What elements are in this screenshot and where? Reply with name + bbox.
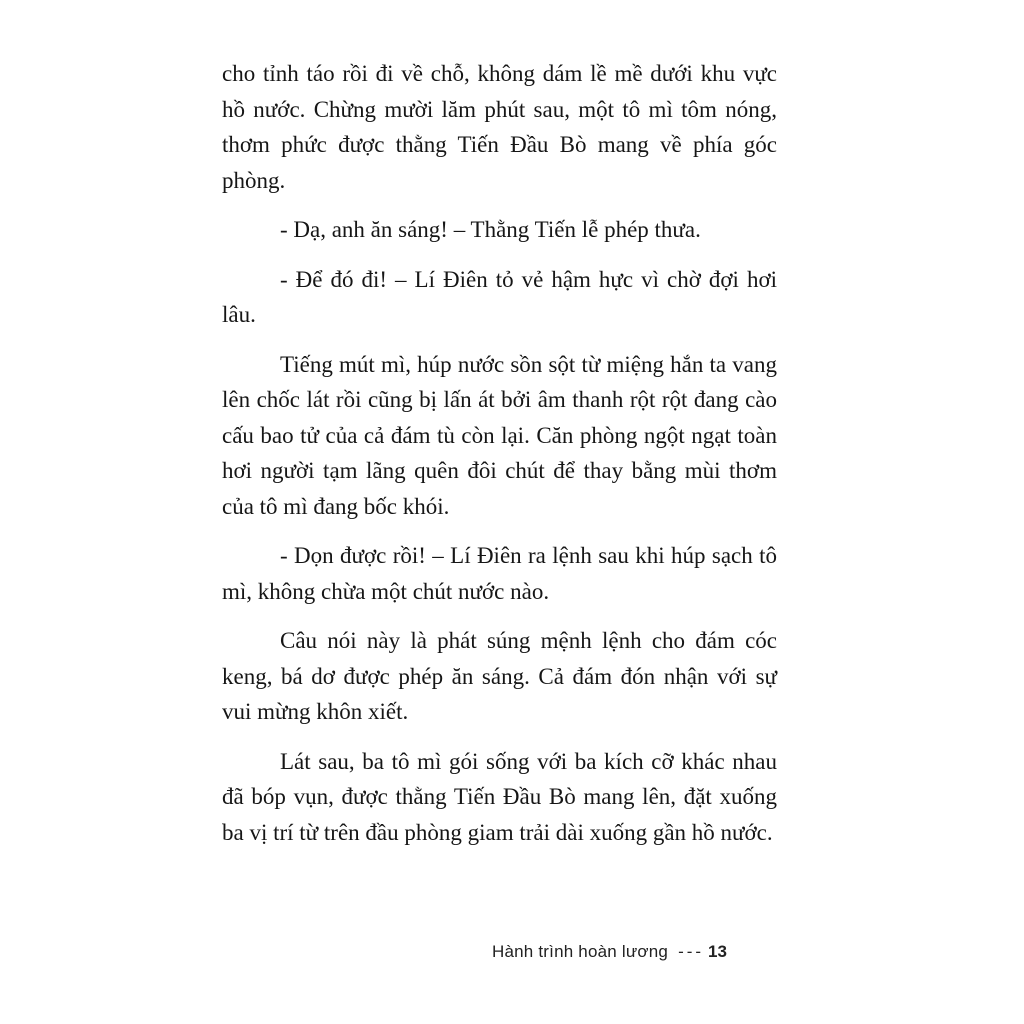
body-text <box>222 56 777 864</box>
footer-dashes: --- <box>678 942 705 961</box>
paragraph-dialogue-tien: - Dạ, anh ăn sáng! – Thằng Tiến lễ phép thưa. <box>280 217 701 242</box>
paragraph-dialogue-clear: - Dọn được rồi! – Lí Điên ra lệnh sau khi húp sạch tô mì, không chừa một chút nước nào. <box>222 543 777 604</box>
page-footer <box>492 942 752 962</box>
paragraph-continuation: cho tỉnh táo rồi đi về chỗ, không dám lề mề dưới khu vực hồ nước. Chừng mười lăm phút sau, một tô mì tôm nóng, thơm phức được thằng Tiến Đầu Bò mang về phía góc phòng. <box>222 61 777 193</box>
paragraph-dialogue-li-dien: - Để đó đi! – Lí Điên tỏ vẻ hậm hực vì chờ đợi hơi lâu. <box>222 266 777 327</box>
page-number: 13 <box>708 942 727 961</box>
running-title: Hành trình hoàn lương <box>492 942 669 961</box>
paragraph-narration-eating: Tiếng mút mì, húp nước sồn sột từ miệng hắn ta vang lên chốc lát rồi cũng bị lấn át bởi âm thanh rột rột đang cào cấu bao tử của cả đám tù còn lại. Căn phòng ngột ngạt toàn hơi người tạm lãng quên đôi chút để thay bằng mùi thơm của tô mì đang bốc khói. <box>222 351 777 519</box>
paragraph-narration-later: Lát sau, ba tô mì gói sống với ba kích cỡ khác nhau đã bóp vụn, được thằng Tiến Đầu Bò mang lên, đặt xuống ba vị trí từ trên đầu phòng giam trải dài xuống gần hồ nước. <box>222 748 777 845</box>
paragraph-narration-order: Câu nói này là phát súng mệnh lệnh cho đám cóc keng, bá dơ được phép ăn sáng. Cả đám đón nhận với sự vui mừng khôn xiết. <box>222 628 777 724</box>
